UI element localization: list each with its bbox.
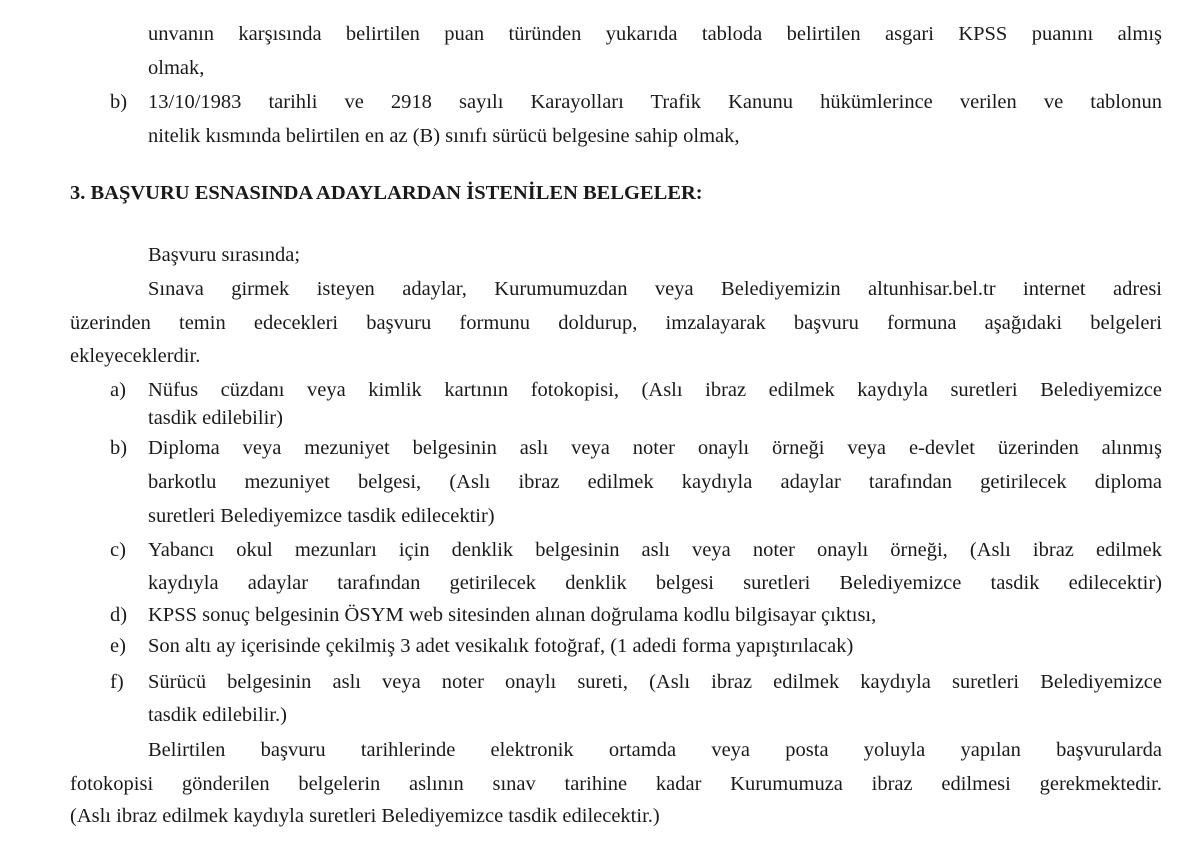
doc-f-marker: f): [110, 671, 124, 693]
item-b-top-line-2: nitelik kısmında belirtilen en az (B) sınıfı sürücü belgesine sahip olmak,: [148, 125, 740, 147]
doc-c-line-1: Yabancı okul mezunları için denklik belgesinin aslı veya noter onaylı örneği, (Aslı ibraz edilmek: [148, 539, 1162, 561]
intro-item-line-1: unvanın karşısında belirtilen puan türünden yukarıda tabloda belirtilen asgari KPSS puanını almış: [148, 23, 1162, 45]
doc-c-line-2: kaydıyla adaylar tarafından getirilecek denklik belgesi suretleri Belediyemizce tasdik edilecektir): [148, 572, 1162, 594]
closing-para-line-3: (Aslı ibraz edilmek kaydıyla suretleri Belediyemizce tasdik edilecektir.): [70, 805, 660, 827]
closing-para-line-1: Belirtilen başvuru tarihlerinde elektronik ortamda veya posta yoluyla yapılan başvurularda: [148, 739, 1162, 761]
item-b-top-line-1: 13/10/1983 tarihli ve 2918 sayılı Karayolları Trafik Kanunu hükümlerince verilen ve tablonun: [148, 91, 1162, 113]
intro-item-line-2: olmak,: [148, 57, 205, 79]
item-b-top-marker: b): [110, 91, 128, 113]
doc-c-marker: c): [110, 539, 126, 561]
doc-a-line-2: tasdik edilebilir): [148, 407, 283, 429]
doc-e-marker: e): [110, 635, 126, 657]
doc-a-marker: a): [110, 379, 126, 401]
doc-b-marker: b): [110, 437, 128, 459]
doc-b-line-1: Diploma veya mezuniyet belgesinin aslı veya noter onaylı örneği veya e-devlet üzerinden alınmış: [148, 437, 1162, 459]
intro-para-line-4: ekleyeceklerdir.: [70, 345, 201, 367]
doc-e-line-1: Son altı ay içerisinde çekilmiş 3 adet vesikalık fotoğraf, (1 adedi forma yapıştırılacak): [148, 635, 854, 657]
closing-para-line-2: fotokopisi gönderilen belgelerin aslının sınav tarihine kadar Kurumumuza ibraz edilmesi gerekmektedir.: [70, 773, 1162, 795]
section-heading: 3. BAŞVURU ESNASINDA ADAYLARDAN İSTENİLEN BELGELER:: [70, 182, 703, 204]
intro-para-line-1: Başvuru sırasında;: [148, 244, 301, 266]
intro-para-line-2: Sınava girmek isteyen adaylar, Kurumumuzdan veya Belediyemizin altunhisar.bel.tr internet adresi: [148, 278, 1162, 300]
doc-f-line-1: Sürücü belgesinin aslı veya noter onaylı sureti, (Aslı ibraz edilmek kaydıyla suretleri Belediyemizce: [148, 671, 1162, 693]
doc-d-marker: d): [110, 604, 128, 626]
doc-f-line-2: tasdik edilebilir.): [148, 704, 287, 726]
intro-para-line-3: üzerinden temin edecekleri başvuru formunu doldurup, imzalayarak başvuru formuna aşağıdaki belgeleri: [70, 312, 1162, 334]
doc-d-line-1: KPSS sonuç belgesinin ÖSYM web sitesinden alınan doğrulama kodlu bilgisayar çıktısı,: [148, 604, 877, 626]
doc-a-line-1: Nüfus cüzdanı veya kimlik kartının fotokopisi, (Aslı ibraz edilmek kaydıyla suretleri Belediyemizce: [148, 379, 1162, 401]
doc-b-line-2: barkotlu mezuniyet belgesi, (Aslı ibraz edilmek kaydıyla adaylar tarafından getirilecek diploma: [148, 471, 1162, 493]
doc-b-line-3: suretleri Belediyemizce tasdik edilecektir): [148, 505, 495, 527]
